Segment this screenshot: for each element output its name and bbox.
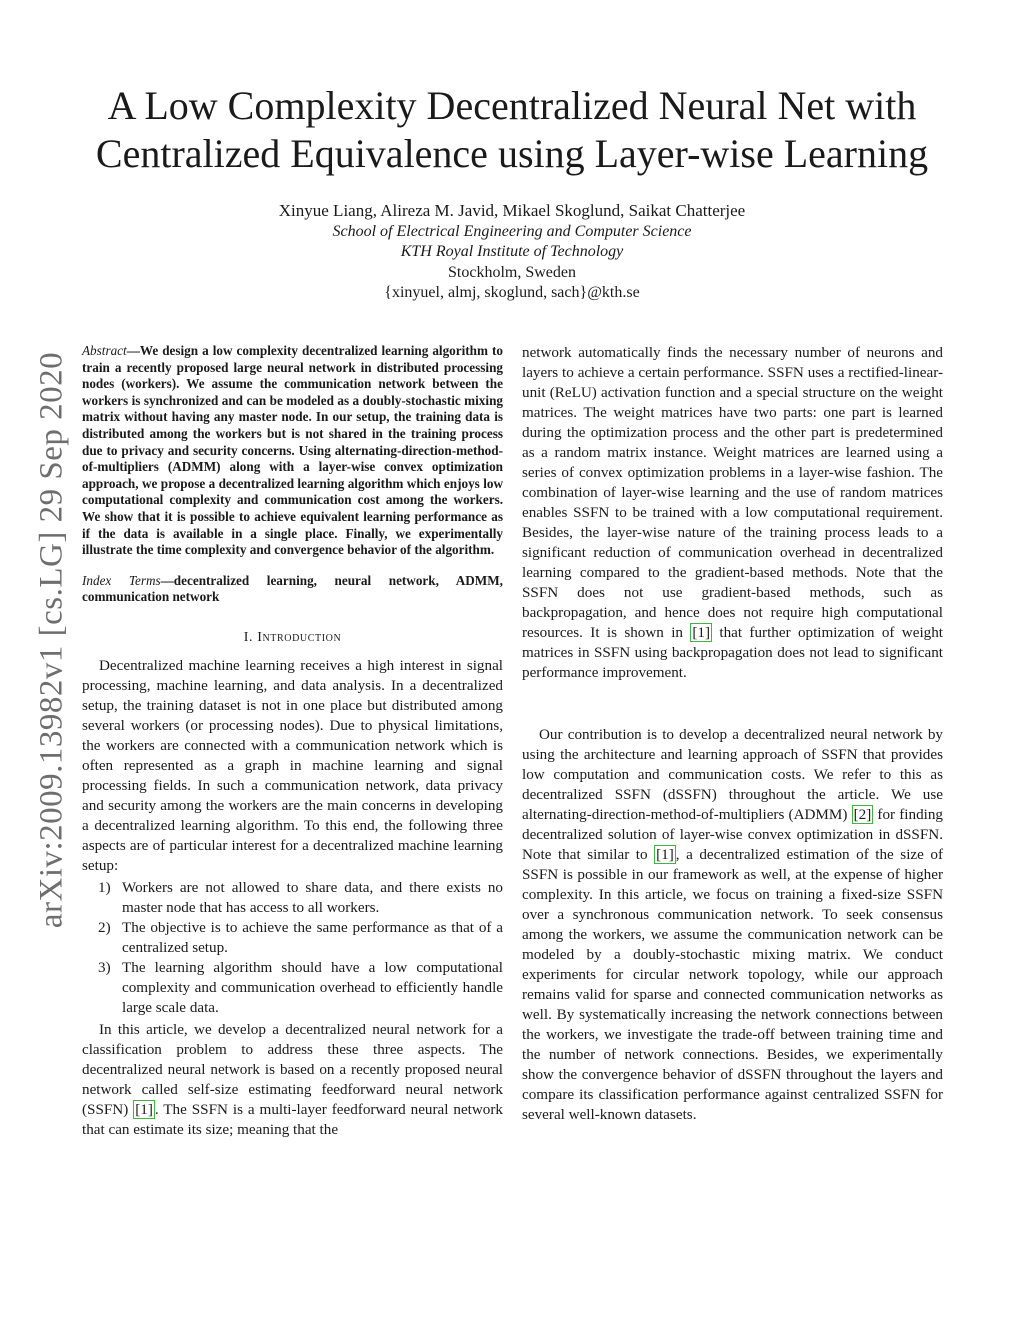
list-item-text: Workers are not allowed to share data, and there exists no master node that has access to all workers. [122,878,503,916]
author-location: Stockholm, Sweden [448,263,576,281]
author-school: School of Electrical Engineering and Computer Science [332,222,692,240]
abstract-label: Abstract [82,343,127,358]
right-paragraph-2-text-b: for finding decentralized solution of layer-wise convex optimization in dSSFN. Note that similar to [522,806,943,863]
list-item [82,918,503,958]
paragraph-gap [522,683,943,725]
author-names: Xinyue Liang, Alireza M. Javid, Mikael Skoglund, Saikat Chatterjee [278,201,746,220]
right-paragraph-1 [522,343,943,683]
citation-link[interactable]: [1] [692,624,711,641]
author-emails: {xinyuel, almj, skoglund, sach}@kth.se [384,284,640,301]
index-terms-text: decentralized learning, neural network, ADMM, communication network [82,572,503,605]
list-item-number: 1) [98,878,111,896]
intro-paragraph-2 [82,1020,503,1140]
intro-paragraph-2-text-a: In this article, we develop a decentralized neural network for a classification problem to address these three aspects. The decentralized neural network is based on a recently proposed neural network called self-size estimating feedforward neural network (SSFN) [82,1020,503,1118]
list-item-number: 3) [98,958,111,976]
title-line-1: A Low Complexity Decentralized Neural Net with [107,83,917,128]
aspects-list [82,878,503,1018]
intro-paragraph-2-text-b: . The SSFN is a multi-layer feedforward neural network that can estimate its size; meaning that the [82,1100,503,1138]
right-column [522,343,943,1125]
citation-link[interactable]: [1] [135,1100,153,1118]
list-item-number: 2) [98,918,111,936]
right-paragraph-2 [522,725,943,1125]
section-heading [82,628,503,648]
list-item-text: The learning algorithm should have a low computational complexity and communication overhead to efficiently handle large scale data. [122,958,503,1016]
paper-title [40,82,984,178]
index-terms: Index Terms—decentralized learning, neural network, ADMM, communication network [82,572,503,605]
author-institute: KTH Royal Institute of Technology [400,243,624,260]
left-column [82,343,503,1140]
list-item-text: The objective is to achieve the same performance as that of a centralized setup. [122,918,503,956]
index-terms-label: Index Terms [82,572,161,588]
right-paragraph-1-text-a: network automatically finds the necessary number of neurons and layers to achieve a certain performance. SSFN uses a rectified-linear-unit (ReLU) activation function and a special structure on the weight matrices. The weight matrices have two parts: one part is learned during the optimization process and the other part is predetermined as a random matrix instance. Weight matrices are learned using a series of convex optimization problems in a layer-wise fashion. The combination of layer-wise learning and the use of random matrices enables SSFN to be trained with a low computational requirement. Besides, the layer-wise nature of the training process leads to a significant reduction of communication overhead in decentralized learning compared to the gradient-based methods. Note that the SSFN does not use gradient-based methods, such as backpropagation, and hence does not require high computational resources. It is shown in [522,344,943,641]
intro-paragraph-1: Decentralized machine learning receives a high interest in signal processing, machine learning, and data analysis. In a decentralized setup, the training dataset is not in one place but distributed among several workers (or processing nodes). Due to physical limitations, the workers are connected with a communication network which is often represented as a graph in machine learning and signal processing fields. In such a communication network, data privacy and security among the workers are the main concerns in developing a decentralized learning algorithm. To this end, the following three aspects are of particular interest for a decentralized machine learning setup: [82,656,503,874]
arxiv-identifier: arXiv:2009.13982v1 [cs.LG] 29 Sep 2020 [33,351,70,929]
citation-link[interactable]: [1] [656,846,674,863]
right-paragraph-1-text-b: that further optimization of weight matrices in SSFN using backpropagation does not lead to significant performance improvement. [522,624,943,681]
list-item [82,958,503,1018]
list-item [82,878,503,918]
abstract-text: We design a low complexity decentralized learning algorithm to train a recently proposed large neural network in distributed processing nodes (workers). We assume the communication network between the workers is synchronized and can be modeled as a doubly-stochastic mixing matrix without having any master node. In our setup, the training data is distributed among the workers but is not shared in the training process due to privacy and security concerns. Using alternating-direction-method-of-multipliers (ADMM) along with a layer-wise convex optimization approach, we propose a decentralized learning algorithm which enjoys low computational complexity and communication cost among the workers. We show that it is possible to achieve equivalent learning performance as if the data is available in a single place. Finally, we experimentally illustrate the time complexity and convergence behavior of the algorithm. [82,343,503,558]
section-number: I. [243,629,254,645]
title-line-2: Centralized Equivalence using Layer-wise Learning [95,131,929,176]
citation-link[interactable]: [2] [853,806,872,823]
section-title: Introduction [257,629,342,645]
right-paragraph-2-text-c: , a decentralized estimation of the size of SSFN is possible in our framework as well, at the expense of higher complexity. In this article, we focus on training a fixed-size SSFN over a synchronous communication network. To seek consensus among the workers, we assume the communication network can be modeled by a doubly-stochastic mixing matrix. We conduct experiments for circular network topology, while our approach remains valid for sparse and connected communication networks as well. By systematically increasing the network connections between the workers, we investigate the trade-off between training time and the number of network connections. Besides, we experimentally show the convergence behavior of dSSFN throughout the layers and compare its classification performance against centralized SSFN for several well-known datasets. [522,846,943,1123]
right-paragraph-2-text-a: Our contribution is to develop a decentralized neural network by using the architecture and learning approach of SSFN that provides low computation and communication costs. We refer to this as decentralized SSFN (dSSFN) throughout the article. We use alternating-direction-method-of-multipliers (ADMM) [522,726,943,823]
arxiv-sidebar-stamp [30,340,74,940]
abstract: Abstract—We design a low complexity decentralized learning algorithm to train a recently proposed large neural network in distributed processing nodes (workers). We assume the communication network between the workers is synchronized and can be modeled as a doubly-stochastic mixing matrix without having any master node. In our setup, the training data is distributed among the workers but is not shared in the training process due to privacy and security concerns. Using alternating-direction-method-of-multipliers (ADMM) along with a layer-wise convex optimization approach, we propose a decentralized learning algorithm which enjoys low computational complexity and communication cost among the workers. We show that it is possible to achieve equivalent learning performance as if the data is available in a single place. Finally, we experimentally illustrate the time complexity and convergence behavior of the algorithm. [82,343,503,558]
author-block [0,201,1024,304]
